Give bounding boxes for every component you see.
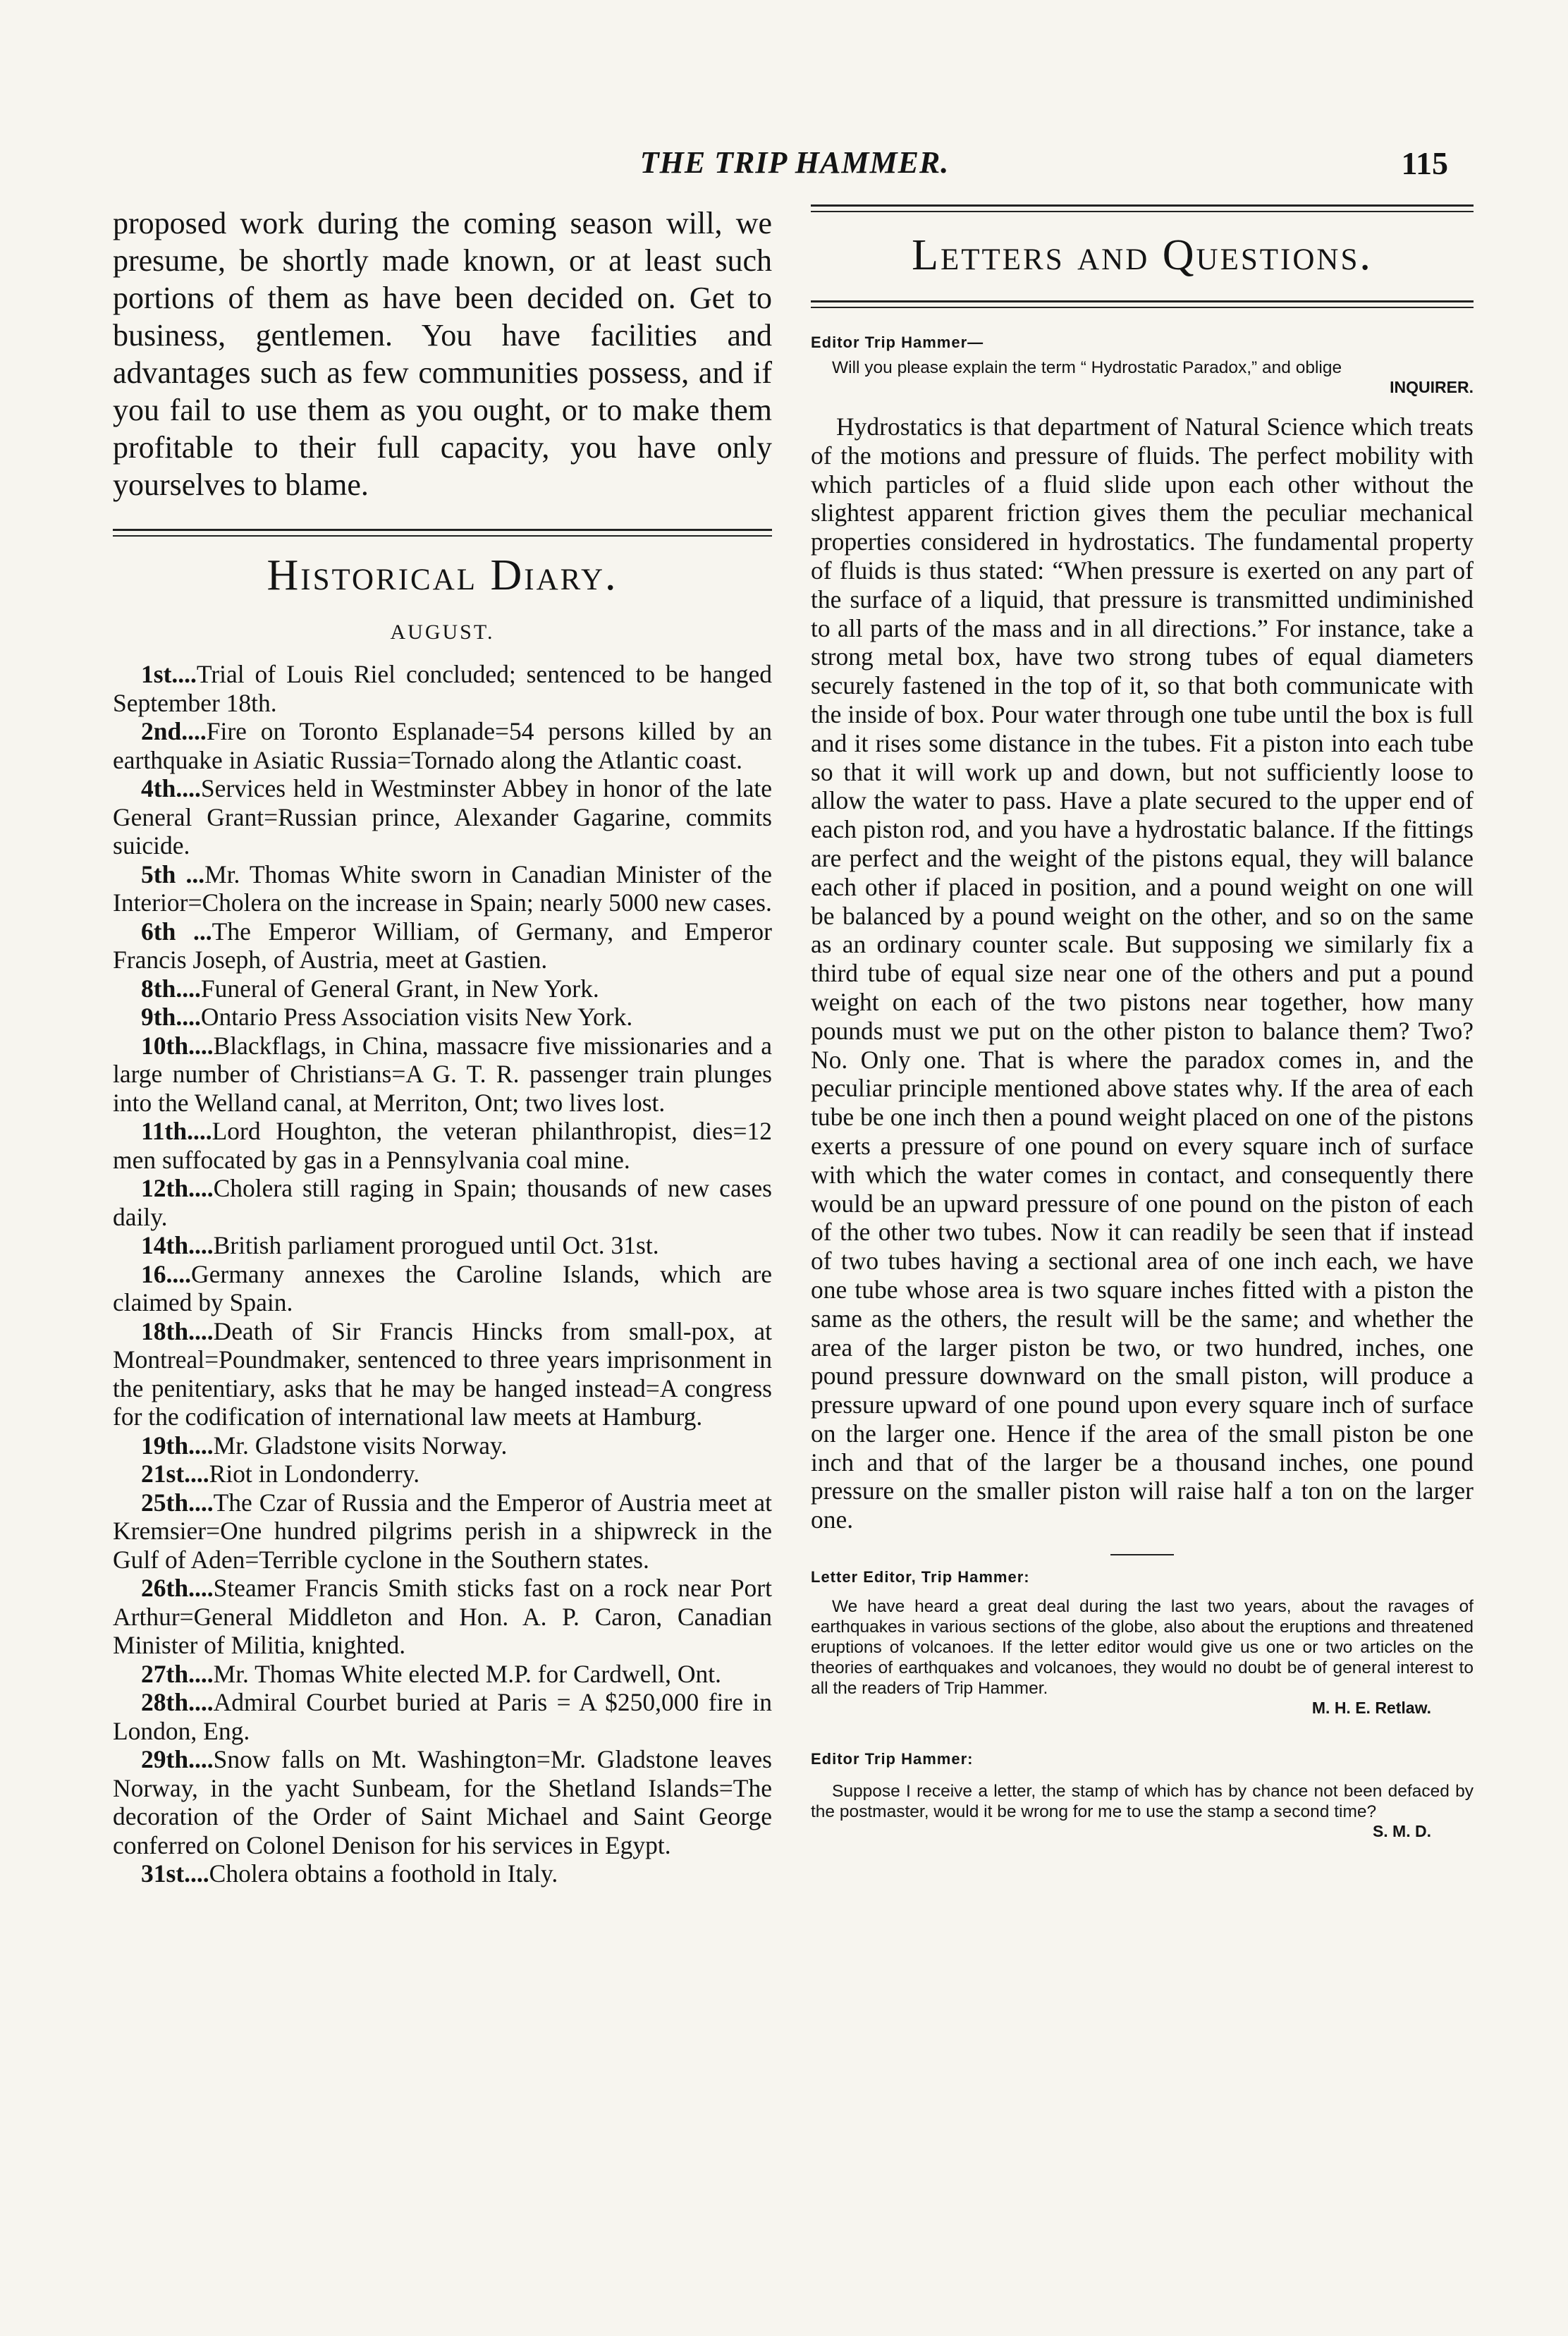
diary-entry-day: 16.... (141, 1259, 191, 1288)
diary-entry (113, 1660, 772, 1689)
diary-entry-text: Funeral of General Grant, in New York. (200, 974, 599, 1003)
q2-letter: We have heard a great deal during the last two years, about the ravages of earthquakes in various sections of the globe, also about the eruptions and threatened eruptions of volcanoes. If the letter editor would give us one or two articles on the theories of earthquakes and volcanoes, they would no doubt be of general interest to all the readers of Trip Hammer. (811, 1597, 1474, 1699)
section-divider (811, 204, 1474, 212)
diary-entry-day: 25th.... (141, 1488, 214, 1517)
diary-entry-text: Riot in Londonderry. (209, 1460, 420, 1488)
diary-entry (113, 1460, 772, 1488)
diary-entry-text: The Emperor William, of Germany, and Emperor Francis Joseph, of Austria, meet at Gastien. (113, 917, 772, 974)
diary-entry-day: 14th.... (141, 1231, 214, 1259)
diary-month: AUGUST. (390, 620, 495, 644)
diary-entry-text: Mr. Thomas White elected M.P. for Cardwell, Ont. (213, 1659, 721, 1688)
diary-entry-day: 18th.... (141, 1316, 214, 1345)
diary-entry-day: 28th.... (141, 1688, 214, 1716)
diary-entry-text: Cholera still raging in Spain; thousands of new cases daily. (113, 1174, 772, 1231)
letter-divider (1110, 1554, 1174, 1555)
q1-signature: INQUIRER. (1390, 378, 1474, 396)
q1-question: Will you please explain the term “ Hydrostatic Paradox,” and oblige (832, 358, 1342, 377)
diary-entry-day: 31st.... (141, 1859, 209, 1888)
diary-entry-day: 5th ... (141, 860, 205, 888)
diary-entry-day: 27th.... (141, 1659, 214, 1688)
diary-entry-text: Fire on Toronto Esplanade=54 persons killed by an earthquake in Asiatic Russia=Tornado along the Atlantic coast. (113, 717, 772, 774)
diary-entry-text: Steamer Francis Smith sticks fast on a rock near Port Arthur=General Middleton and Hon. A. P. Caron, Canadian Minister of Militia, knighted. (113, 1574, 772, 1659)
diary-entry (113, 1859, 772, 1888)
section-divider (811, 300, 1474, 308)
diary-entry-text: Trial of Louis Riel concluded; sentenced to be hanged September 18th. (113, 660, 772, 717)
diary-entry-day: 6th ... (141, 917, 212, 946)
diary-entry-day: 19th.... (141, 1431, 214, 1460)
page-header (113, 145, 1476, 187)
diary-entry-day: 29th.... (141, 1745, 214, 1773)
letters-title: Letters and Questions. (912, 231, 1373, 279)
q1-salutation: Editor Trip Hammer— (811, 334, 984, 351)
diary-entry (113, 660, 772, 717)
diary-entry-day: 8th.... (141, 974, 201, 1003)
diary-entry-text: Snow falls on Mt. Washington=Mr. Gladstone leaves Norway, in the yacht Sunbeam, for the Shetland Islands=The decoration of the Order of Saint Michael and Saint George conferred on Colonel Denison for his services in Egypt. (113, 1745, 772, 1859)
diary-entry-day: 9th.... (141, 1003, 201, 1031)
diary-entry-text: British parliament prorogued until Oct. 31st. (213, 1231, 659, 1259)
diary-entry-day: 1st.... (141, 660, 197, 688)
diary-entry (113, 1174, 772, 1231)
diary-entry-text: Cholera obtains a foothold in Italy. (209, 1859, 558, 1888)
diary-entry (113, 1003, 772, 1032)
left-column (113, 204, 772, 1888)
diary-entry (113, 1032, 772, 1118)
diary-entry-text: Germany annexes the Caroline Islands, which are claimed by Spain. (113, 1259, 772, 1316)
diary-entry (113, 1745, 772, 1859)
diary-entry (113, 917, 772, 974)
q2-salutation: Letter Editor, Trip Hammer: (811, 1568, 1030, 1586)
diary-entry (113, 1574, 772, 1660)
diary-entry-text: Lord Houghton, the veteran philanthropist, dies=12 men suffocated by gas in a Pennsylvania coal mine. (113, 1117, 772, 1174)
diary-entry (113, 1488, 772, 1574)
diary-entry-day: 4th.... (141, 774, 201, 802)
diary-entry-text: Admiral Courbet buried at Paris = A $250,000 fire in London, Eng. (113, 1688, 772, 1745)
section-divider (113, 529, 772, 537)
diary-entry-text: Ontario Press Association visits New York. (200, 1003, 633, 1031)
diary-entry-day: 26th.... (141, 1574, 214, 1602)
diary-entry (113, 1117, 772, 1174)
diary-entry-text: Blackflags, in China, massacre five missionaries and a large number of Christians=A G. T. R. passenger train plunges into the Welland canal, at Merriton, Ont; two lives lost. (113, 1031, 772, 1117)
diary-entry-text: Death of Sir Francis Hincks from small-pox, at Montreal=Poundmaker, sentenced to three years imprisonment in the penitentiary, asks that he may be hanged instead=A congress for the codification of international law meets at Hamburg. (113, 1316, 772, 1431)
diary-entry (113, 717, 772, 774)
q3-salutation: Editor Trip Hammer: (811, 1750, 974, 1768)
diary-entry (113, 1688, 772, 1745)
diary-entry (113, 974, 772, 1003)
diary-entry (113, 1317, 772, 1431)
intro-paragraph: proposed work during the coming season will, we presume, be shortly made known, or at least such portions of them as have been decided on. Get to business, gentlemen. You have facilities and advantages such as few communities possess, and if you fail to use them as you ought, or to make them profitable to their full capacity, you have only yourselves to blame. (113, 206, 772, 502)
diary-entry (113, 860, 772, 917)
diary-entry-day: 12th.... (141, 1174, 214, 1202)
historical-diary-title: Historical Diary. (267, 551, 618, 599)
diary-entry-day: 11th.... (141, 1117, 212, 1145)
diary-entry-day: 2nd.... (141, 717, 207, 745)
page-number: 115 (1401, 145, 1448, 181)
diary-entry-text: The Czar of Russia and the Emperor of Austria meet at Kremsier=One hundred pilgrims perish in a shipwreck in the Gulf of Aden=Terrible cyclone in the Southern states. (113, 1488, 772, 1574)
diary-entry-day: 21st.... (141, 1460, 209, 1488)
diary-entries (113, 660, 772, 1888)
q1-answer: Hydrostatics is that department of Natural Science which treats of the motions and pressure of fluids. The perfect mobility with which particles of a fluid slide upon each other without the slightest apparent friction gives them the peculiar mechanical properties considered in hydrostatics. The fundamental property of fluids is thus stated: “When pressure is exerted on any part of the surface of a liquid, that pressure is transmitted undiminished to all parts of the mass and in all directions.” For instance, take a strong metal box, have two strong tubes of equal diameters securely fastened in the top of it, so that both communicate with the inside of box. Pour water through one tube until the box is full and it rises some distance in the tubes. Fit a piston into each tube so that it will work up and down, but not sufficiently loose to allow the water to pass. Have a plate secured to the upper end of each piston rod, and you have a hydrostatic balance. If the fittings are perfect and the weight of the pistons equal, they will balance each other if placed in position, and a pound weight on one will be balanced by a pound weight on the other, and so on the same as an ordinary counter scale. But supposing we similarly fix a third tube of equal size near one of the others and put a pound weight on each of the two pistons near together, how many pounds must we put on the other piston to balance them? Two? No. Only one. That is where the paradox comes in, and the peculiar principle mentioned above states why. If the area of each tube be one inch then a pound weight placed on one of the pistons exerts a pressure of one pound on every square inch of surface with which the water comes in contact, and consequently there would be an upward pressure of one pound on the piston of each of the other two tubes. Now it can readily be seen that if instead of two tubes having a sectional area of one inch each, we have one tube whose area is two square inches fitted with a piston the same as the others, the result will be the same; and whether the area of the larger piston be two, or two hundred, inches, one pound pressure downward on the small piston, will produce a pressure upward of one pound upon every square inch of surface on the larger one. Hence if the area of the small piston be one inch and that of the larger be a thousand inches, one pound pressure on the smaller piston will raise half a ton on the larger one. (811, 412, 1474, 1534)
diary-entry (113, 1431, 772, 1460)
q3-signature: S. M. D. (1372, 1822, 1431, 1841)
right-column (811, 204, 1474, 1841)
diary-entry-text: Mr. Thomas White sworn in Canadian Minister of the Interior=Cholera on the increase in Spain; nearly 5000 new cases. (113, 860, 772, 917)
diary-entry-text: Mr. Gladstone visits Norway. (213, 1431, 508, 1460)
q2-signature: M. H. E. Retlaw. (1311, 1699, 1431, 1718)
diary-entry-text: Services held in Westminster Abbey in honor of the late General Grant=Russian prince, Alexander Gagarine, commits suicide. (113, 774, 772, 860)
running-title: THE TRIP HAMMER. (639, 145, 950, 180)
diary-entry (113, 1231, 772, 1260)
q3-letter: Suppose I receive a letter, the stamp of which has by chance not been defaced by the postmaster, would it be wrong for me to use the stamp a second time? (811, 1782, 1474, 1822)
diary-entry (113, 774, 772, 860)
diary-entry (113, 1260, 772, 1317)
diary-entry-day: 10th.... (141, 1031, 214, 1060)
